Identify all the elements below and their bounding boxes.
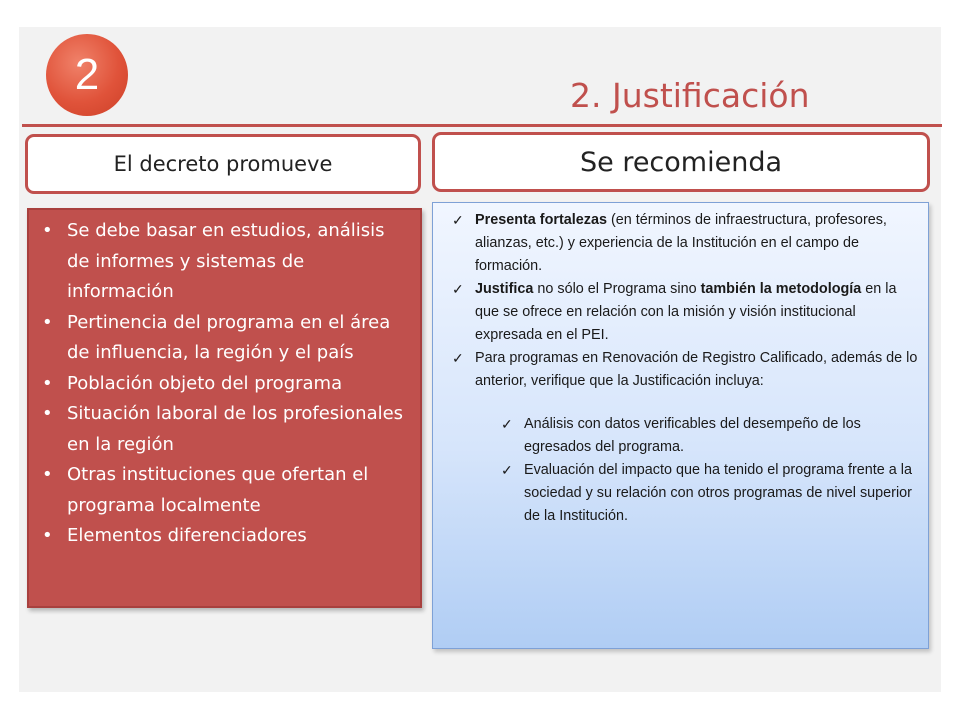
- right-header-label: Se recomienda: [579, 146, 783, 178]
- recommendation-emphasis: Presenta fortalezas: [475, 212, 607, 228]
- checkmark-icon: ✓: [452, 281, 464, 297]
- slide-number-badge: [46, 34, 128, 116]
- recommendation-text: Para programas en Renovación de Registro Calificado, además de lo anterior, verifique que la Justificación incluya:: [475, 350, 918, 389]
- checkmark-icon: ✓: [452, 212, 464, 228]
- decree-bullet-item: [37, 460, 410, 521]
- decree-bullet-list: [37, 216, 410, 552]
- recommendation-list: [443, 209, 920, 393]
- left-header-box: [25, 134, 421, 194]
- slide-title: 2. Justificación: [570, 76, 810, 115]
- renewal-requirements-list: [443, 413, 920, 528]
- recommendation-emphasis: Justifica: [475, 281, 534, 297]
- checkmark-icon: ✓: [501, 462, 513, 478]
- decree-bullet-text: Elementos diferenciadores: [67, 525, 307, 546]
- recommendation-item: [443, 347, 920, 393]
- decree-bullets-panel: [27, 208, 422, 608]
- bullet-icon: •: [42, 525, 53, 546]
- decree-bullet-item: [37, 308, 410, 369]
- decree-bullet-text: Otras instituciones que ofertan el programa localmente: [67, 464, 369, 516]
- decree-bullet-text: Pertinencia del programa en el área de influencia, la región y el país: [67, 311, 391, 363]
- decree-bullet-text: Se debe basar en estudios, análisis de informes y sistemas de información: [67, 220, 385, 302]
- decree-bullet-text: Población objeto del programa: [67, 372, 343, 394]
- right-header-box: [432, 132, 930, 192]
- renewal-requirement-text: Análisis con datos verificables del desempeño de los egresados del programa.: [524, 416, 861, 455]
- bullet-icon: •: [42, 403, 53, 424]
- decree-bullet-item: [37, 216, 410, 308]
- bullet-icon: •: [42, 311, 53, 333]
- decree-bullet-item: [37, 521, 410, 552]
- checkmark-icon: ✓: [452, 350, 464, 366]
- checkmark-icon: ✓: [501, 416, 513, 432]
- bullet-icon: •: [42, 220, 53, 241]
- recommendation-item: [443, 209, 920, 278]
- slide-number: 2: [74, 50, 100, 99]
- recommendation-item: [443, 278, 920, 347]
- renewal-requirement-item: [443, 413, 920, 459]
- recommendation-text: (en términos de infraestructura, profesores, alianzas, etc.) y experiencia de la Institución en el campo de formación.: [475, 212, 887, 274]
- renewal-requirement-text: Evaluación del impacto que ha tenido el programa frente a la sociedad y su relación con otros programas de nivel superior de la Institución.: [524, 462, 912, 524]
- decree-bullet-item: [37, 399, 410, 460]
- decree-bullet-item: [37, 369, 410, 400]
- recommendation-text: no sólo el Programa sino: [533, 281, 701, 297]
- recommendations-panel: [432, 202, 929, 649]
- title-underline: [22, 124, 942, 127]
- renewal-requirement-item: [443, 459, 920, 528]
- bullet-icon: •: [42, 464, 53, 485]
- left-header-label: El decreto promueve: [113, 152, 333, 176]
- decree-bullet-text: Situación laboral de los profesionales en la región: [67, 403, 404, 455]
- bullet-icon: •: [42, 372, 53, 394]
- recommendation-emphasis: también la metodología: [700, 281, 862, 297]
- recommendation-text: en la que se ofrece en relación con la misión y visión institucional expresada en el PEI.: [475, 281, 897, 343]
